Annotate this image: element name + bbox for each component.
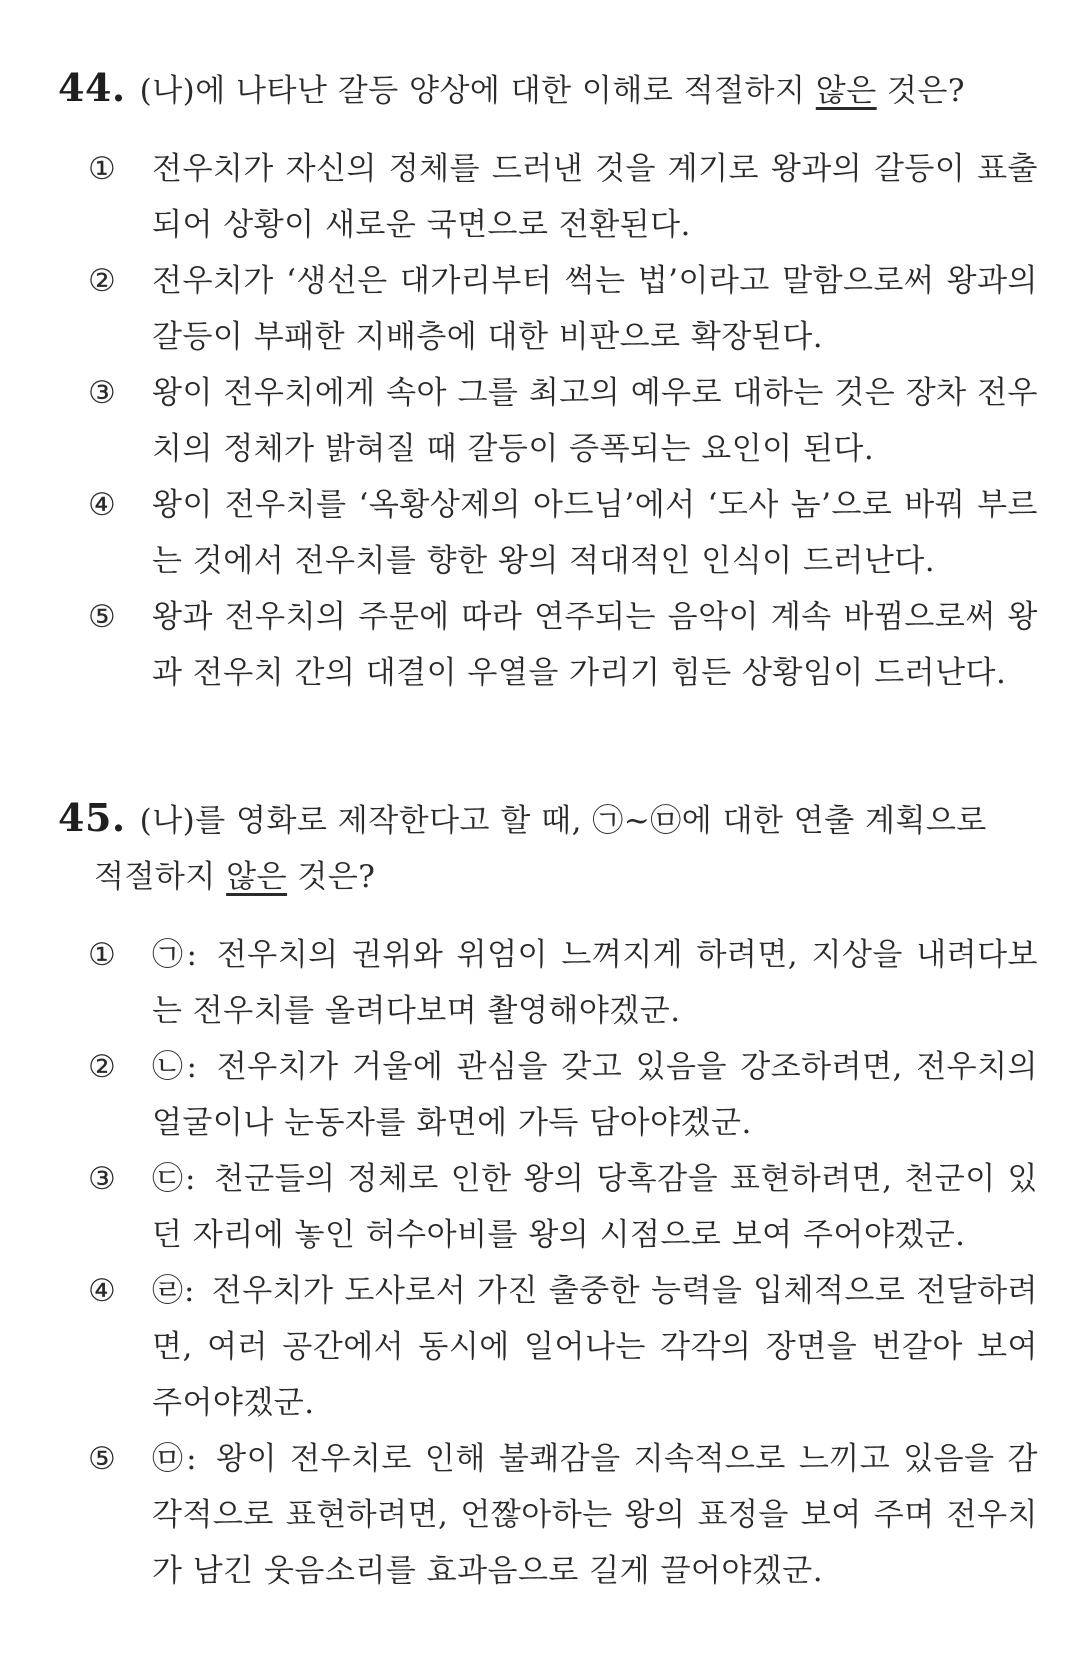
choice-3[interactable] bbox=[88, 365, 1038, 477]
choice-number: ② bbox=[88, 1049, 117, 1085]
answer-choices bbox=[58, 927, 1038, 1599]
choice-number: ③ bbox=[88, 375, 117, 411]
choice-mark: ㉤: bbox=[152, 1441, 198, 1477]
choice-number: ⑤ bbox=[88, 599, 117, 635]
choice-text: 전우치가 거울에 관심을 갖고 있음을 강조하려면, 전우치의 얼굴이나 눈동자를 화면에 가득 담아야겠군. bbox=[152, 1049, 1038, 1141]
choice-text: 천군들의 정체로 인한 왕의 당혹감을 표현하려면, 천군이 있던 자리에 놓인 허수아비를 왕의 시점으로 보여 주어야겠군. bbox=[152, 1161, 1038, 1253]
stem-text: 적절하지 bbox=[94, 859, 227, 895]
question-44-stem bbox=[58, 60, 1038, 119]
choice-number: ④ bbox=[88, 1273, 117, 1309]
choice-1[interactable] bbox=[88, 927, 1038, 1039]
choice-2[interactable] bbox=[88, 1039, 1038, 1151]
choice-text: 왕이 전우치에게 속아 그를 최고의 예우로 대하는 것은 장차 전우치의 정체가 밝혀질 때 갈등이 증폭되는 요인이 된다. bbox=[152, 375, 1038, 467]
choice-number: ① bbox=[88, 151, 117, 187]
stem-text-end: 것은? bbox=[287, 859, 376, 895]
choice-text: 전우치가 도사로서 가진 출중한 능력을 입체적으로 전달하려면, 여러 공간에서 동시에 일어나는 각각의 장면을 번갈아 보여 주어야겠군. bbox=[152, 1273, 1038, 1421]
choice-4[interactable] bbox=[88, 477, 1038, 589]
stem-line2 bbox=[58, 849, 1038, 905]
choice-mark: ㉡: bbox=[152, 1049, 198, 1085]
stem-text-end: 것은? bbox=[876, 73, 966, 109]
question-45 bbox=[58, 790, 1038, 1599]
choice-5[interactable] bbox=[88, 1431, 1038, 1599]
question-44 bbox=[58, 60, 1038, 701]
question-number: 45. bbox=[58, 795, 126, 840]
stem-underlined-word: 않은 bbox=[815, 73, 877, 109]
choice-3[interactable] bbox=[88, 1151, 1038, 1263]
choice-mark: ㉢: bbox=[152, 1161, 196, 1197]
stem-underlined-word: 않은 bbox=[226, 859, 288, 895]
choice-number: ⑤ bbox=[88, 1441, 117, 1477]
choice-text: 왕이 전우치로 인해 불쾌감을 지속적으로 느끼고 있음을 감각적으로 표현하려면, 언짢아하는 왕의 표정을 보여 주며 전우치가 남긴 웃음소리를 효과음으로 길게 끌어야겠군. bbox=[152, 1441, 1039, 1589]
choice-4[interactable] bbox=[88, 1263, 1038, 1431]
choice-text: 왕이 전우치를 ‘옥황상제의 아드님’에서 ‘도사 놈’으로 바꿔 부르는 것에서 전우치를 향한 왕의 적대적인 인식이 드러난다. bbox=[152, 487, 1038, 579]
choice-mark: ㉠: bbox=[152, 937, 198, 973]
choice-text: 전우치가 자신의 정체를 드러낸 것을 계기로 왕과의 갈등이 표출되어 상황이 새로운 국면으로 전환된다. bbox=[152, 151, 1038, 243]
choice-text: 전우치가 ‘생선은 대가리부터 썩는 법’이라고 말함으로써 왕과의 갈등이 부패한 지배층에 대한 비판으로 확장된다. bbox=[152, 263, 1038, 355]
choice-2[interactable] bbox=[88, 253, 1038, 365]
question-45-stem bbox=[58, 790, 1038, 905]
stem-text-line1: (나)를 영화로 제작한다고 할 때, ㉠~㉤에 대한 연출 계획으로 bbox=[139, 803, 987, 839]
choice-5[interactable] bbox=[88, 589, 1038, 701]
question-number: 44. bbox=[58, 65, 126, 110]
choice-text: 왕과 전우치의 주문에 따라 연주되는 음악이 계속 바뀜으로써 왕과 전우치 간의 대결이 우열을 가리기 힘든 상황임이 드러난다. bbox=[152, 599, 1038, 691]
choice-number: ④ bbox=[88, 487, 117, 523]
choice-text: 전우치의 권위와 위엄이 느껴지게 하려면, 지상을 내려다보는 전우치를 올려다보며 촬영해야겠군. bbox=[152, 937, 1038, 1029]
choice-number: ③ bbox=[88, 1161, 117, 1197]
choice-number: ① bbox=[88, 937, 117, 973]
stem-text: (나)에 나타난 갈등 양상에 대한 이해로 적절하지 bbox=[139, 73, 816, 109]
choice-1[interactable] bbox=[88, 141, 1038, 253]
choice-number: ② bbox=[88, 263, 117, 299]
choice-mark: ㉣: bbox=[152, 1273, 195, 1309]
answer-choices bbox=[58, 141, 1038, 701]
